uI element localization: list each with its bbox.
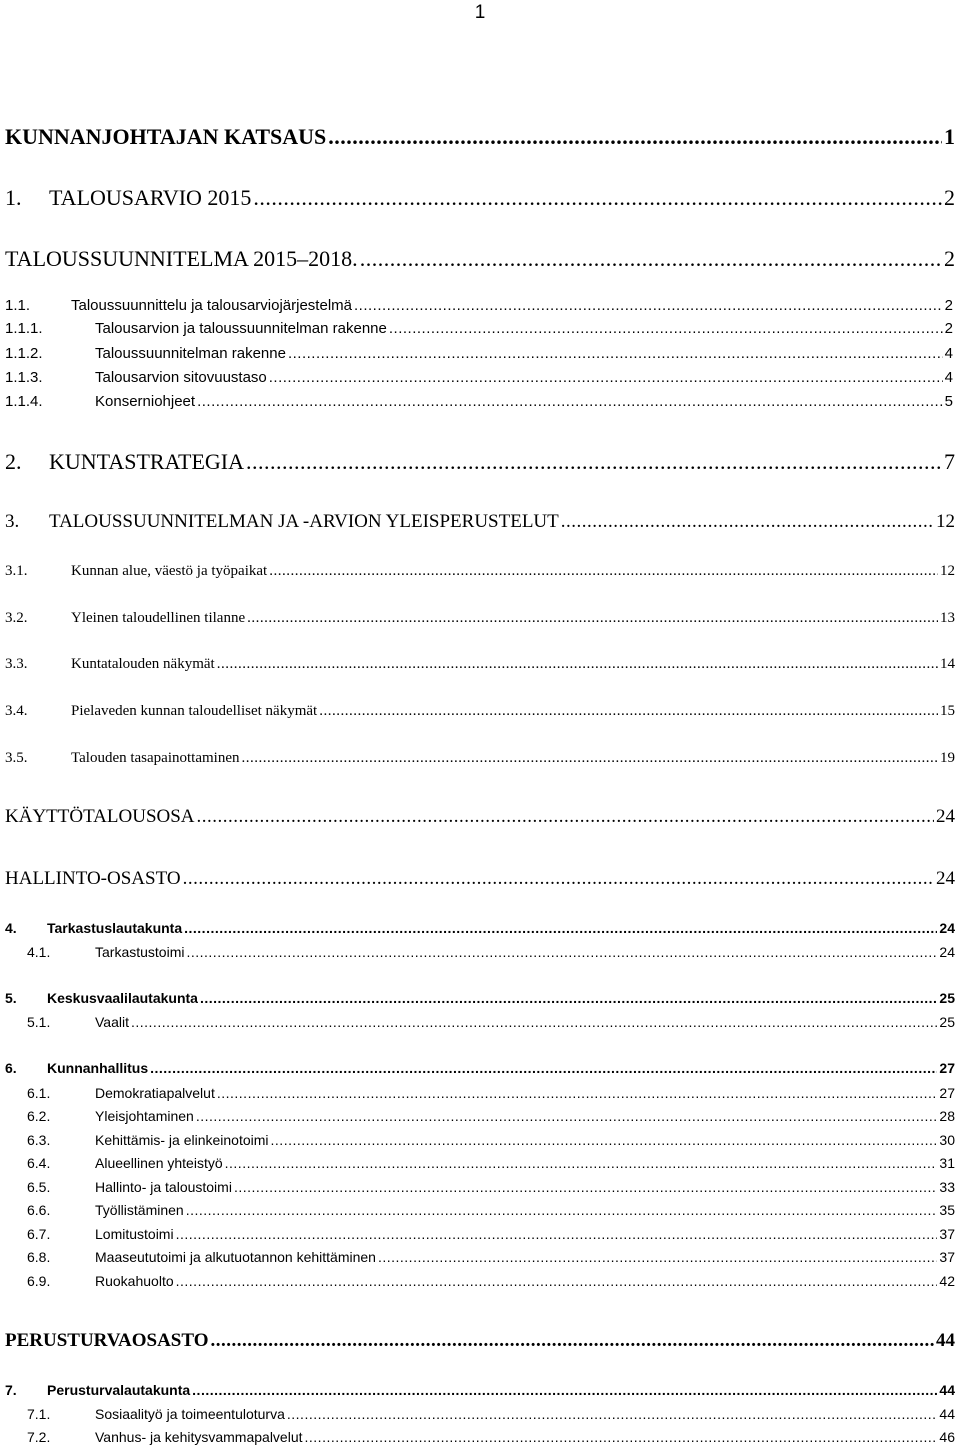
toc-entry[interactable]: [5, 369, 953, 386]
toc-entry-number: 1.1.1.: [5, 320, 43, 337]
toc-leader: [197, 806, 934, 828]
toc-entry-page: 24: [936, 806, 955, 827]
toc-entry-title: TALOUSARVIO 2015: [49, 185, 252, 210]
toc-entry-page: 37: [939, 1226, 955, 1242]
toc-entry-title: Lomitustoimi: [95, 1226, 174, 1242]
toc-leader: [176, 1226, 938, 1242]
toc-entry[interactable]: [27, 1132, 955, 1148]
toc-leader: [319, 703, 938, 720]
toc-entry[interactable]: [5, 124, 955, 150]
toc-entry-page: 30: [939, 1132, 955, 1148]
toc-entry-page: 24: [939, 944, 955, 960]
toc-entry[interactable]: [27, 1085, 955, 1101]
toc-entry-page: 35: [939, 1202, 955, 1218]
toc-entry-page: 24: [939, 920, 955, 936]
toc-entry-number: 6.5.: [27, 1179, 51, 1195]
toc-leader: [131, 1014, 937, 1030]
toc-entry-title: Taloussuunnittelu ja talousarviojärjestelmä: [71, 297, 352, 314]
toc-entry-number: 3.5.: [5, 750, 28, 766]
toc-entry-number: 6.8.: [27, 1249, 51, 1265]
toc-entry[interactable]: [27, 1406, 955, 1422]
toc-entry-number: 7.2.: [27, 1429, 51, 1445]
toc-leader: [354, 297, 943, 314]
toc-entry[interactable]: [5, 868, 955, 890]
toc-leader: [192, 1382, 937, 1398]
toc-entry-number: 6.9.: [27, 1273, 51, 1289]
toc-entry-title: Konserniohjeet: [95, 393, 196, 410]
toc-entry-title: Talouden tasapainottaminen: [71, 750, 240, 766]
toc-entry-page: 28: [939, 1108, 955, 1124]
toc-entry[interactable]: [27, 1108, 955, 1124]
toc-entry-page: 44: [939, 1406, 955, 1422]
toc-entry-title: Yleisjohtaminen: [95, 1108, 194, 1124]
toc-entry-number: 6.: [5, 1060, 17, 1076]
toc-entry-page: 1: [944, 124, 955, 149]
toc-entry-page: 2: [944, 246, 955, 271]
toc-leader: [186, 1202, 938, 1218]
toc-leader: [150, 1060, 937, 1076]
toc-entry-number: 7.1.: [27, 1406, 51, 1422]
toc-entry[interactable]: [27, 944, 955, 960]
toc-entry-page: 14: [940, 656, 955, 672]
toc-entry-title: Talousarvion ja taloussuunnitelman rakenne: [95, 320, 387, 337]
toc-entry-title: Talousarvion sitovuustaso: [95, 369, 267, 386]
toc-entry-title: Alueellinen yhteistyö: [95, 1155, 223, 1171]
toc-entry-title: Perusturvalautakunta: [47, 1382, 191, 1398]
toc-entry[interactable]: [27, 1202, 955, 1218]
toc-entry-number: 5.1.: [27, 1014, 51, 1030]
toc-entry-number: 6.3.: [27, 1132, 51, 1148]
toc-entry[interactable]: [5, 806, 955, 828]
toc-entry-page: 2: [944, 297, 953, 314]
toc-entry[interactable]: [5, 563, 955, 580]
toc-entry-title: TALOUSSUUNNITELMAN JA -ARVION YLEISPERUSTELUT: [49, 511, 559, 532]
toc-leader: [241, 750, 938, 767]
toc-entry-number: 3.3.: [5, 656, 28, 672]
toc-entry[interactable]: [5, 511, 955, 533]
toc-entry-page: 19: [940, 750, 955, 766]
toc-entry-number: 4.1.: [27, 944, 51, 960]
toc-entry-title: KUNTASTRATEGIA: [49, 449, 245, 474]
toc-entry-page: 4: [944, 345, 953, 362]
toc-leader: [217, 1085, 938, 1101]
toc-entry-page: 25: [939, 1014, 955, 1030]
toc-leader: [217, 656, 938, 673]
toc-entry-title: Ruokahuolto: [95, 1273, 174, 1289]
toc-entry-title: Kunnan alue, väestö ja työpaikat: [71, 563, 268, 579]
toc-entry-page: 12: [940, 563, 955, 579]
toc-entry-title: HALLINTO-OSASTO: [5, 868, 181, 889]
toc-entry[interactable]: [5, 610, 955, 627]
toc-entry-title: Kunnanhallitus: [47, 1060, 149, 1076]
toc-entry-page: 27: [939, 1060, 955, 1076]
toc-entry[interactable]: [27, 1249, 955, 1265]
toc-entry[interactable]: [5, 1060, 955, 1076]
toc-entry-page: 27: [939, 1085, 955, 1101]
toc-leader: [197, 393, 943, 410]
toc-leader: [184, 920, 937, 936]
toc-leader: [360, 246, 942, 272]
toc-entry-page: 46: [939, 1429, 955, 1445]
toc-leader: [253, 185, 942, 211]
toc-leader: [176, 1273, 938, 1289]
toc-entry-title: Vaalit: [95, 1014, 129, 1030]
toc-entry-page: 44: [939, 1382, 955, 1398]
toc-entry-page: 42: [939, 1273, 955, 1289]
toc-entry-title: Maaseututoimi ja alkutuotannon kehittäminen: [95, 1249, 376, 1265]
toc-entry-title: KÄYTTÖTALOUSOSA: [5, 806, 195, 827]
toc-entry-page: 37: [939, 1249, 955, 1265]
toc-entry-number: 1.1.: [5, 297, 31, 314]
toc-entry-title: Hallinto- ja taloustoimi: [95, 1179, 232, 1195]
toc-leader: [186, 944, 937, 960]
toc-leader: [328, 124, 942, 150]
toc-entry-page: 25: [939, 990, 955, 1006]
toc-leader: [561, 511, 934, 533]
toc-entry[interactable]: [5, 185, 955, 211]
toc-entry-title: Tarkastustoimi: [95, 944, 185, 960]
toc-entry[interactable]: [5, 297, 953, 314]
toc-entry-page: 5: [944, 393, 953, 410]
toc-entry-page: 7: [944, 449, 955, 474]
toc-leader: [200, 990, 937, 1006]
toc-entry-number: 6.2.: [27, 1108, 51, 1124]
toc-entry[interactable]: [5, 393, 953, 410]
toc-entry[interactable]: [27, 1226, 955, 1242]
toc-entry-page: 15: [940, 703, 955, 719]
toc-entry-page: 12: [936, 511, 955, 532]
toc-entry[interactable]: [5, 1382, 955, 1398]
toc-leader: [183, 868, 934, 890]
toc-entry-page: 2: [944, 320, 953, 337]
toc-entry[interactable]: [5, 246, 955, 272]
toc-leader: [305, 1429, 938, 1445]
toc-entry-number: 7.: [5, 1382, 17, 1398]
toc-entry-page: 24: [936, 868, 955, 889]
toc-entry[interactable]: [5, 703, 955, 720]
toc-leader: [196, 1108, 938, 1124]
toc-entry-title: Taloussuunnitelman rakenne: [95, 345, 286, 362]
toc-entry-title: PERUSTURVAOSASTO: [5, 1330, 209, 1351]
toc-entry-number: 4.: [5, 920, 17, 936]
toc-entry-number: 6.1.: [27, 1085, 51, 1101]
toc-entry-number: 1.1.3.: [5, 369, 43, 386]
toc-entry[interactable]: [5, 656, 955, 673]
toc-leader: [288, 345, 943, 362]
toc-entry-page: 2: [944, 185, 955, 210]
toc-entry-number: 3.: [5, 511, 20, 532]
toc-entry-title: Demokratiapalvelut: [95, 1085, 215, 1101]
toc-entry-number: 2.: [5, 449, 22, 474]
toc-entry-title: Vanhus- ja kehitysvammapalvelut: [95, 1429, 303, 1445]
toc-leader: [271, 1132, 938, 1148]
toc-entry[interactable]: [5, 449, 955, 475]
toc-leader: [246, 449, 942, 475]
toc-entry[interactable]: [5, 920, 955, 936]
toc-entry-number: 3.1.: [5, 563, 28, 579]
toc-entry-number: 3.4.: [5, 703, 28, 719]
toc-leader: [389, 320, 943, 337]
toc-entry[interactable]: [5, 750, 955, 767]
toc-entry[interactable]: [27, 1014, 955, 1030]
toc-entry-number: 3.2.: [5, 610, 28, 626]
toc-entry-title: KUNNANJOHTAJAN KATSAUS: [5, 124, 327, 149]
toc-entry-number: 6.6.: [27, 1202, 51, 1218]
toc-entry-page: 31: [939, 1155, 955, 1171]
toc-entry-number: 5.: [5, 990, 17, 1006]
toc-entry[interactable]: [27, 1179, 955, 1195]
toc-entry[interactable]: [5, 345, 953, 362]
toc-entry-page: 33: [939, 1179, 955, 1195]
toc-entry-number: 1.: [5, 185, 22, 210]
toc-entry[interactable]: [27, 1155, 955, 1171]
toc-entry-title: Keskusvaalilautakunta: [47, 990, 198, 1006]
toc-entry-title: Sosiaalityö ja toimeentuloturva: [95, 1406, 285, 1422]
toc-leader: [287, 1406, 938, 1422]
toc-leader: [234, 1179, 937, 1195]
toc-entry[interactable]: [5, 320, 953, 337]
toc-leader: [247, 610, 938, 627]
toc-entry[interactable]: [27, 1273, 955, 1289]
toc-entry-title: Työllistäminen: [95, 1202, 184, 1218]
toc-leader: [269, 563, 938, 580]
toc-entry-number: 6.4.: [27, 1155, 51, 1171]
toc-entry-number: 6.7.: [27, 1226, 51, 1242]
page-number: 1: [474, 2, 486, 23]
toc-entry-title: Kuntatalouden näkymät: [71, 656, 215, 672]
toc-entry-title: Pielaveden kunnan taloudelliset näkymät: [71, 703, 318, 719]
toc-leader: [269, 369, 943, 386]
toc-leader: [378, 1249, 937, 1265]
toc-entry-number: 1.1.2.: [5, 345, 43, 362]
toc-entry[interactable]: [5, 990, 955, 1006]
toc-entry[interactable]: [5, 1330, 955, 1352]
toc-entry-title: TALOUSSUUNNITELMA 2015–2018.: [5, 246, 358, 271]
toc-entry[interactable]: [27, 1429, 955, 1445]
toc-entry-page: 13: [940, 610, 955, 626]
toc-leader: [210, 1330, 934, 1352]
toc-entry-page: 44: [936, 1330, 955, 1351]
toc-entry-title: Tarkastuslautakunta: [47, 920, 183, 936]
toc-entry-number: 1.1.4.: [5, 393, 43, 410]
toc-entry-title: Yleinen taloudellinen tilanne: [71, 610, 246, 626]
toc-leader: [225, 1155, 938, 1171]
toc-entry-page: 4: [944, 369, 953, 386]
toc-entry-title: Kehittämis- ja elinkeinotoimi: [95, 1132, 269, 1148]
